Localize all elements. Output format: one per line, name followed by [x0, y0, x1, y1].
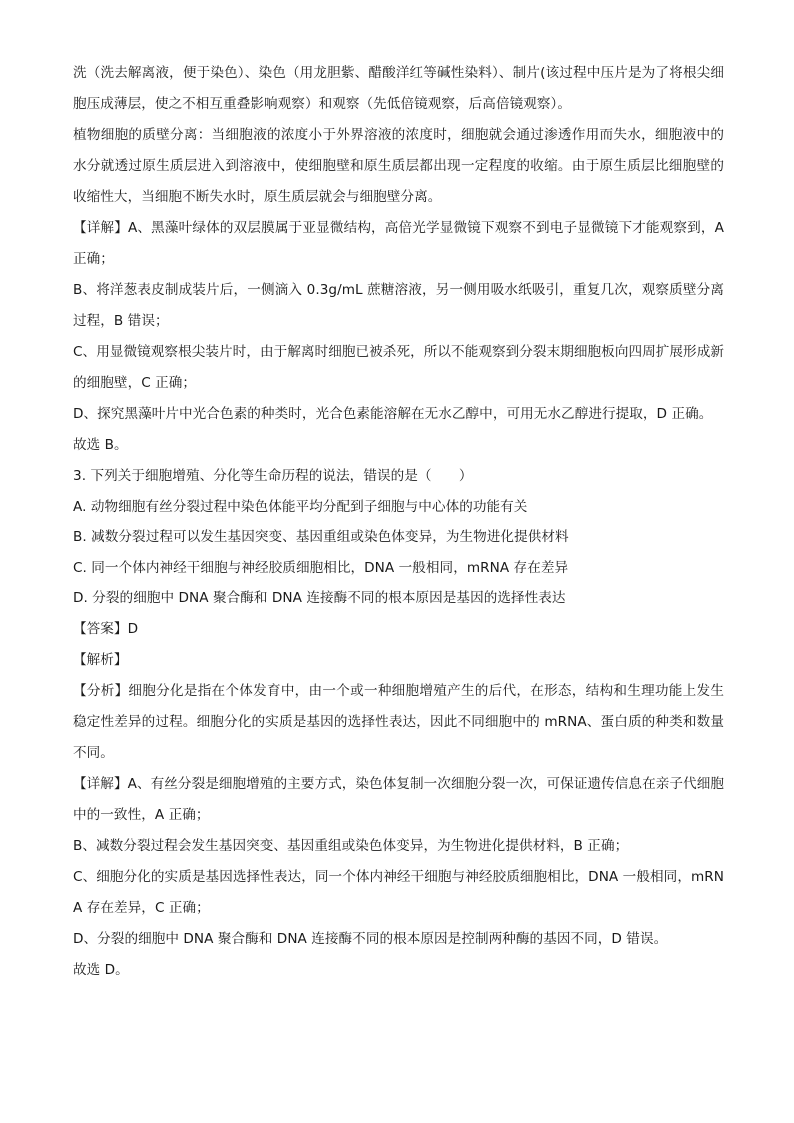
paragraph-detail-2-b: B、减数分裂过程会发生基因突变、基因重组或染色体变异，为生物进化提供材料，B 正确；	[73, 837, 629, 854]
paragraph-choose-d: 故选 D。	[73, 961, 129, 978]
paragraph-analysis: 【分析】细胞分化是指在个体发育中，由一个或一种细胞增殖产生的后代，在形态，结构和生理功能上发生稳定性差异的过程。细胞分化的实质是基因的选择性表达，因此不同细胞中的 mRNA、蛋白质的种类和数量不同。	[73, 682, 724, 761]
analysis-heading: 【解析】	[73, 651, 128, 668]
paragraph-detail-2-a: 【详解】A、有丝分裂是细胞增殖的主要方式，染色体复制一次细胞分裂一次，可保证遗传信息在亲子代细胞中的一致性，A 正确；	[73, 775, 724, 823]
paragraph-detail-a: 【详解】A、黑藻叶绿体的双层膜属于亚显微结构，高倍光学显微镜下观察不到电子显微镜下才能观察到，A 正确；	[73, 220, 724, 267]
question-3-option-d: D. 分裂的细胞中 DNA 聚合酶和 DNA 连接酶不同的根本原因是基因的选择性表达	[73, 590, 566, 606]
paragraph-root-tip-steps: 洗（洗去解离液，便于染色）、染色（用龙胆紫、醋酸洋红等碱性染料）、制片(该过程中压片是为了将根尖细胞压成薄层，使之不相互重叠影响观察）和观察（先低倍镜观察，后高倍镜观察）。	[73, 65, 724, 112]
question-3-stem: 3. 下列关于细胞增殖、分化等生命历程的说法，错误的是（ ）	[73, 468, 473, 484]
paragraph-detail-2-d: D、分裂的细胞中 DNA 聚合酶和 DNA 连接酶不同的根本原因是控制两种酶的基因不同，D 错误。	[73, 930, 668, 947]
paragraph-detail-d: D、探究黑藻叶片中光合色素的种类时，光合色素能溶解在无水乙醇中，可用无水乙醇进行提取，D 正确。	[73, 406, 713, 422]
paragraph-detail-b: B、将洋葱表皮制成装片后，一侧滴入 0.3g/mL 蔗糖溶液，另一侧用吸水纸吸引，重复几次，观察质壁分离过程，B 错误；	[73, 282, 724, 329]
question-3-option-c: C. 同一个体内神经干细胞与神经胶质细胞相比，DNA 一般相同，mRNA 存在差异	[73, 559, 569, 576]
paragraph-detail-2-c: C、细胞分化的实质是基因选择性表达，同一个体内神经干细胞与神经胶质细胞相比，DNA 一般相同，mRNA 存在差异，C 正确；	[73, 868, 724, 916]
question-3-option-b: B. 减数分裂过程可以发生基因突变、基因重组或染色体变异，为生物进化提供材料	[73, 529, 569, 545]
answer-label: 【答案】D	[73, 620, 139, 637]
question-3-option-a: A. 动物细胞有丝分裂过程中染色体能平均分配到子细胞与中心体的功能有关	[73, 498, 528, 515]
paragraph-detail-c: C、用显微镜观察根尖装片时，由于解离时细胞已被杀死，所以不能观察到分裂末期细胞板向四周扩展形成新的细胞壁，C 正确；	[73, 344, 724, 391]
paragraph-choose-b: 故选 B。	[73, 437, 128, 453]
paragraph-plasmolysis: 植物细胞的质壁分离：当细胞液的浓度小于外界溶液的浓度时，细胞就会通过渗透作用而失水，细胞液中的水分就透过原生质层进入到溶液中，使细胞壁和原生质层都出现一定程度的收缩。由于原生质层比细胞壁的收缩性大，当细胞不断失水时，原生质层就会与细胞壁分离。	[73, 127, 724, 205]
